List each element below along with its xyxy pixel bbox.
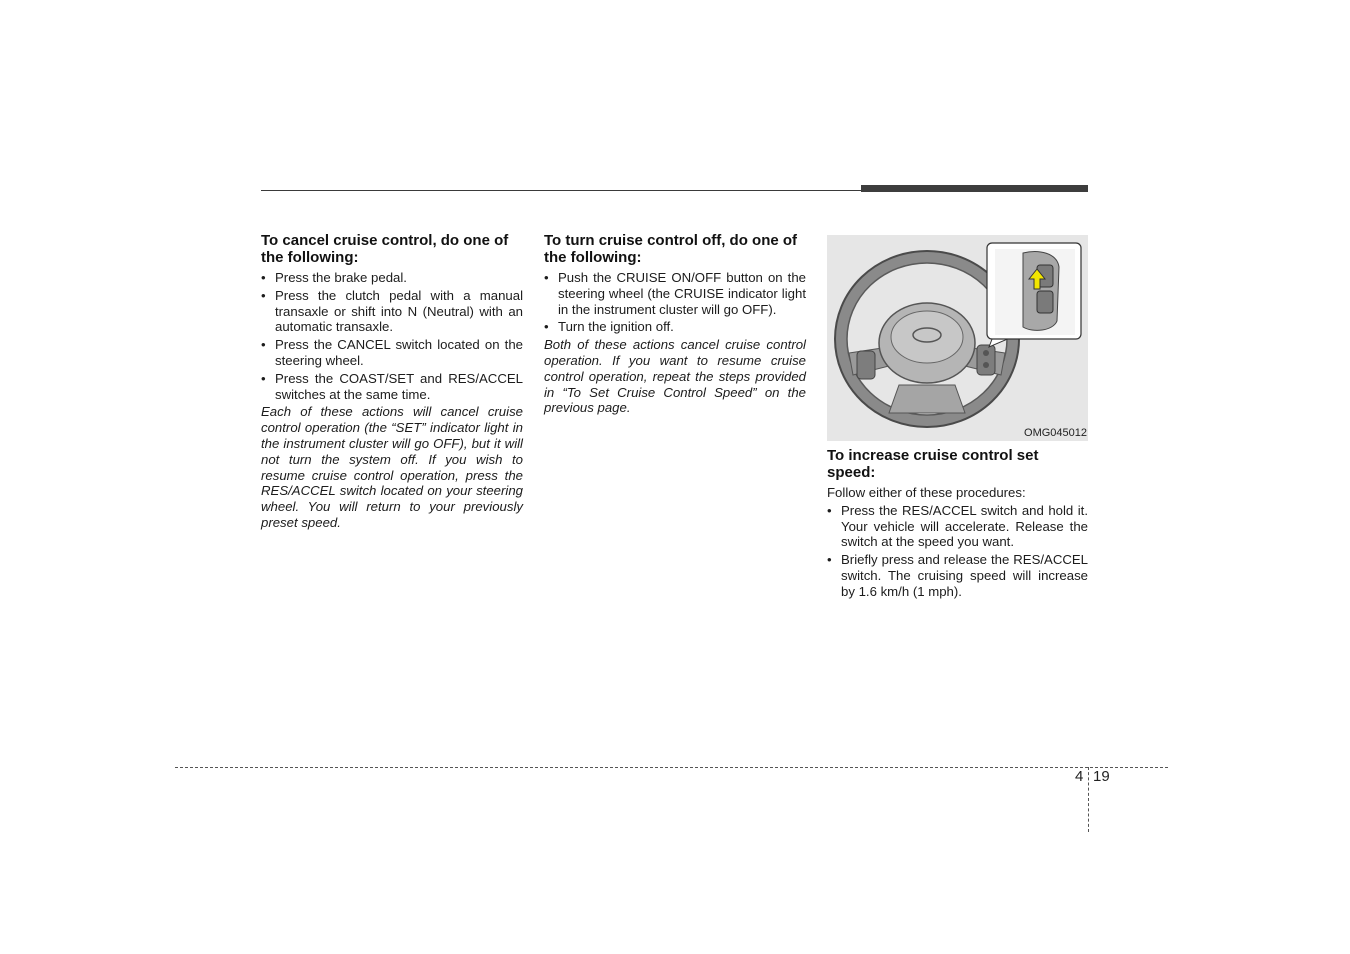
increase-heading: To increase cruise control set speed: [827,447,1039,481]
turn-off-note: Both of these actions cancel cruise control operation. If you want to resume cruise control operation, repeat the steps provided in “To Set Cruise Control Speed” on the previous page. [544,337,806,416]
list-item: • Push the CRUISE ON/OFF button on the steering wheel (the CRUISE indicator light in the instrument cluster will go OFF). [544,270,806,317]
column-turn-off [544,232,806,416]
cancel-note: Each of these actions will cancel cruise control operation (the “SET” indicator light in the instrument cluster will go OFF), but it will not turn the system off. If you wish to resume cruise control operation, press the RES/ACCEL switch located on your steering wheel. You will return to your previously preset speed. [261,404,523,530]
increase-lead: Follow either of these procedures: [827,485,1026,500]
column-increase [827,232,1088,602]
header-bar [861,185,1088,192]
increase-list [827,503,1088,600]
turn-off-list [544,270,806,335]
turn-off-heading: To turn cruise control off, do one of the following: [544,232,798,266]
bullet: • [261,287,266,303]
page-number: 19 [1093,768,1110,785]
list-item: • Press the clutch pedal with a manual transaxle or shift into N (Neutral) with an automatic transaxle. [261,287,523,335]
bullet: • [544,270,549,285]
list-item: • Press the RES/ACCEL switch and hold it. Your vehicle will accelerate. Release the switch at the speed you want. [827,502,1088,550]
figure-caption: OMG045012 [1024,427,1087,439]
bullet: • [261,337,266,353]
steering-wheel-figure [827,235,1088,441]
bullet: • [827,552,832,568]
cancel-heading: To cancel cruise control, do one of the following: [261,232,509,266]
column-cancel [261,232,523,531]
steering-wheel-illustration [827,235,1088,441]
bullet: • [827,502,832,518]
bullet: • [544,319,549,335]
list-item: • Briefly press and release the RES/ACCEL switch. The cruising speed will increase by 1.6 km/h (1 mph). [827,552,1088,599]
cancel-list [261,270,523,402]
list-item: • Press the COAST/SET and RES/ACCEL switches at the same time. [261,370,523,402]
list-item: • Turn the ignition off. [544,319,674,335]
bullet: • [261,370,266,386]
footer-divider [1088,767,1089,832]
footer-rule [175,767,1168,768]
bullet: • [261,270,266,285]
chapter-number: 4 [1075,768,1084,785]
list-item: • Press the CANCEL switch located on the steering wheel. [261,337,523,368]
list-item: • Press the brake pedal. [261,270,407,285]
header-rule [261,190,861,191]
